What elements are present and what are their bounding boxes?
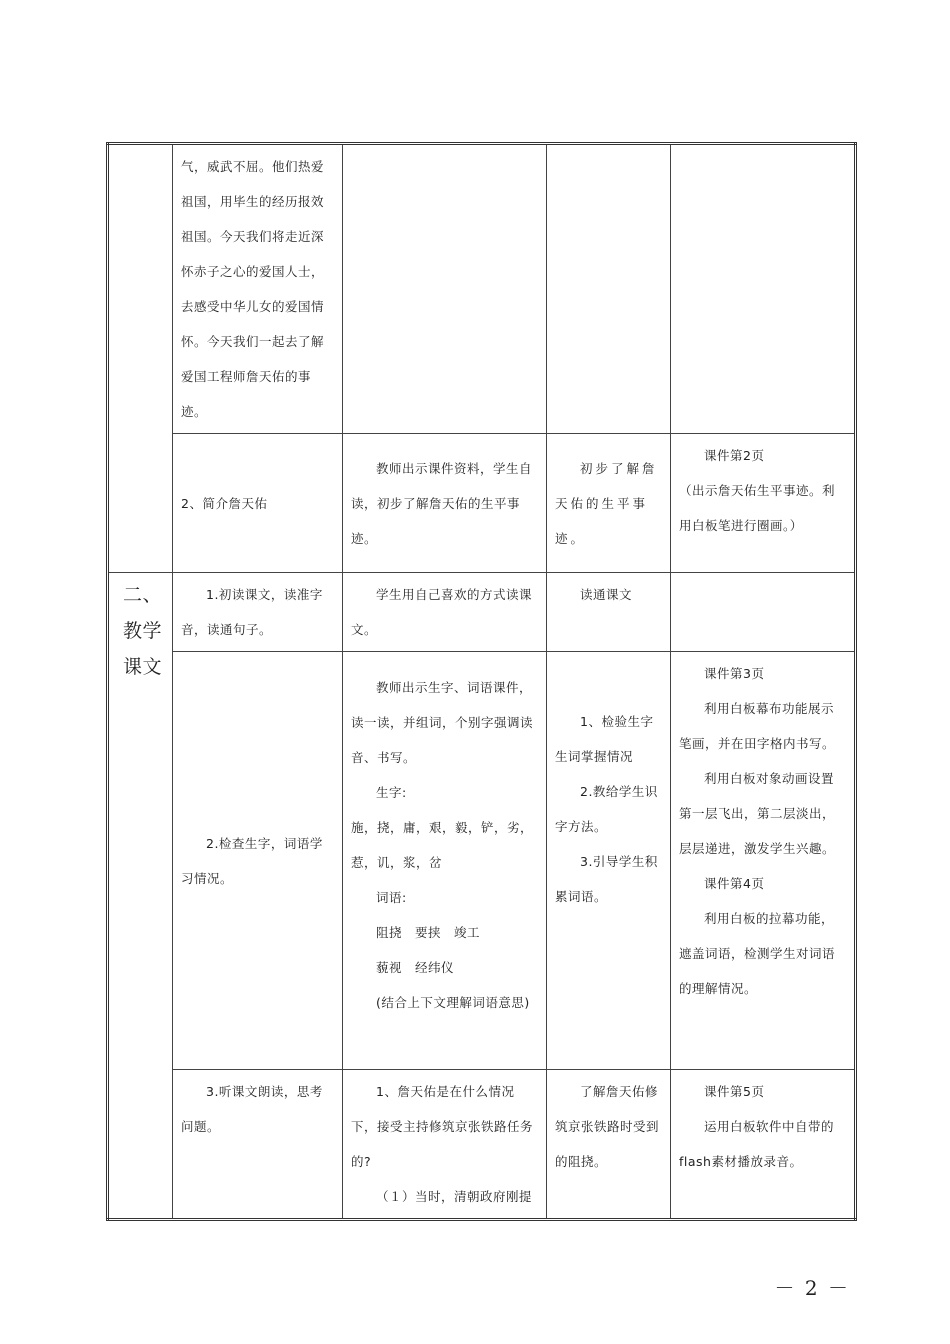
activity-cell: 学生用自己喜欢的方式读课文。: [343, 573, 547, 652]
empty-cell: [547, 144, 671, 434]
goal-cell: 读通课文: [547, 573, 671, 652]
section-label-2: 教学: [123, 620, 163, 642]
section-label-1: 二、: [123, 584, 163, 606]
resource-cell: 课件第2页 （出示詹天佑生平事迹。利用白板笔进行圈画。）: [671, 434, 856, 573]
goal-cell: 了解詹天佑修筑京张铁路时受到的阻挠。: [547, 1070, 671, 1220]
resource-cell: 课件第5页 运用白板软件中自带的flash素材播放录音。: [671, 1070, 856, 1220]
intro-text: 气，威武不屈。他们热爱祖国，用毕生的经历报效祖国。今天我们将走近深怀赤子之心的爱国人士，去感受中华儿女的爱国情怀。今天我们一起去了解爱国工程师詹天佑的事迹。: [181, 159, 325, 419]
content-cell: 3.听课文朗读，思考问题。: [173, 1070, 343, 1220]
table-row: [108, 1070, 856, 1220]
empty-cell: [343, 144, 547, 434]
activity-cell: 教师出示课件资料，学生自读，初步了解詹天佑的生平事迹。: [343, 434, 547, 573]
resource-cell: 课件第3页 利用白板幕布功能展示笔画，并在田字格内书写。 利用白板对象动画设置第一层飞出，第二层淡出，层层递进，激发学生兴趣。 课件第4页 利用白板的拉幕功能，遮盖词语，检测学生对词语的理解情况。: [671, 652, 856, 1070]
goal-cell: 初步了解詹天佑的生平事迹。: [547, 434, 671, 573]
section-label-3: 课文: [123, 656, 163, 678]
activity-cell: 1、詹天佑是在什么情况下，接受主持修筑京张铁路任务的? （１）当时，清朝政府刚提: [343, 1070, 547, 1220]
section-label-cell: [108, 573, 173, 1220]
page-number: － 2 －: [774, 1276, 850, 1300]
content-cell: 2、简介詹天佑: [173, 434, 343, 573]
activity-cell: 教师出示生字、词语课件，读一读，并组词，个别字强调读音、书写。 生字: 施，挠，庸，艰，毅，铲，劣，惹，讥，浆，岔 词语: 阻挠 要挟 竣工 藐视 经纬仪 (结合上下文理解词语意思): [343, 652, 547, 1070]
lesson-plan-table: [106, 142, 857, 1221]
content-cell: 2.检查生字，词语学习情况。: [173, 652, 343, 1070]
table-row: [108, 652, 856, 1070]
table-row: [108, 434, 856, 573]
teacher-text-cell: [173, 144, 343, 434]
table-row: [108, 573, 856, 652]
table-row: [108, 144, 856, 434]
goal-cell: 1、检验生字生词掌握情况 2.教给学生识字方法。 3.引导学生积累词语。: [547, 652, 671, 1070]
resource-cell: [671, 573, 856, 652]
content-cell: 1.初读课文，读准字音，读通句子。: [173, 573, 343, 652]
empty-cell: [671, 144, 856, 434]
section-cell-1: [108, 144, 173, 573]
